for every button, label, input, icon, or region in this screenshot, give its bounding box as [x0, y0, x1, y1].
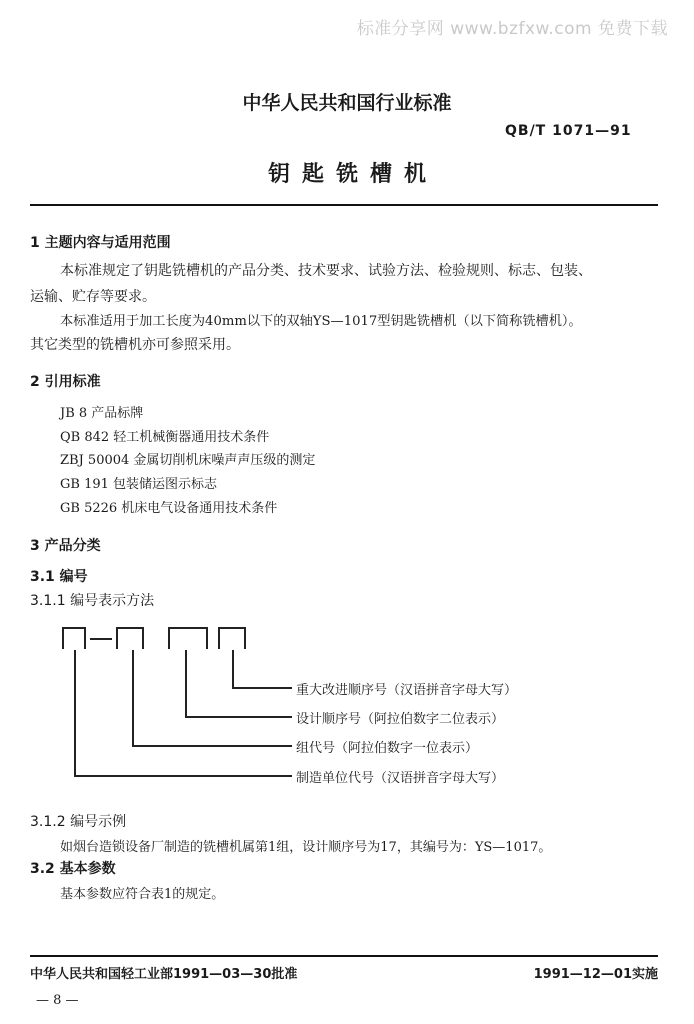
footer-rule: [30, 955, 658, 957]
document-title: 钥匙铣槽机: [267, 162, 438, 187]
header-rule: [30, 204, 658, 206]
standard-organization: 中华人民共和国行业标准: [242, 92, 452, 114]
section-1-para-2-line-2: 其它类型的铣槽机亦可参照采用。: [30, 337, 240, 353]
page-number: — 8 —: [36, 993, 79, 1008]
effective-date: 1991—12—01实施: [533, 967, 658, 982]
section-3-1-2-heading: 3.1.2 编号示例: [30, 814, 127, 830]
diagram-label-group-code: 组代号（阿拉伯数字一位表示）: [296, 741, 479, 756]
section-3-1-1-heading: 3.1.1 编号表示方法: [30, 593, 155, 609]
reference-item: ZBJ 50004 金属切削机床噪声声压级的测定: [60, 453, 316, 468]
diagram-label-design-sequence: 设计顺序号（阿拉伯数字二位表示）: [296, 712, 505, 727]
standard-code: QB/T 1071—91: [505, 123, 632, 139]
reference-item: JB 8 产品标牌: [60, 406, 144, 421]
section-3-heading: 3 产品分类: [30, 538, 101, 554]
watermark: 标准分享网 www.bzfxw.com 免费下载: [356, 19, 668, 39]
section-1-heading: 1 主题内容与适用范围: [30, 235, 171, 251]
section-3-2-text: 基本参数应符合表1的规定。: [60, 887, 225, 902]
diagram-label-manufacturer-code: 制造单位代号（汉语拼音字母大写）: [296, 771, 505, 786]
section-1-para-1-line-2: 运输、贮存等要求。: [30, 289, 156, 305]
reference-item: GB 191 包装储运图示标志: [60, 477, 218, 492]
approval-date: 中华人民共和国轻工业部1991—03—30批准: [30, 967, 298, 982]
section-3-1-2-text: 如烟台造锁设备厂制造的铣槽机属第1组，设计顺序号为17，其编号为：YS—1017。: [60, 840, 552, 855]
section-2-heading: 2 引用标准: [30, 374, 101, 390]
reference-item: GB 5226 机床电气设备通用技术条件: [60, 501, 278, 516]
section-3-2-heading: 3.2 基本参数: [30, 861, 116, 877]
reference-item: QB 842 轻工机械衡器通用技术条件: [60, 430, 270, 445]
diagram-label-improvement-code: 重大改进顺序号（汉语拼音字母大写）: [296, 683, 518, 698]
section-3-1-heading: 3.1 编号: [30, 569, 88, 585]
section-1-para-2-line-1: 本标准适用于加工长度为40mm以下的双轴YS—1017型钥匙铣槽机（以下简称铣槽机）。: [60, 314, 582, 329]
section-1-para-1-line-1: 本标准规定了钥匙铣槽机的产品分类、技术要求、试验方法、检验规则、标志、包装、: [60, 263, 592, 279]
